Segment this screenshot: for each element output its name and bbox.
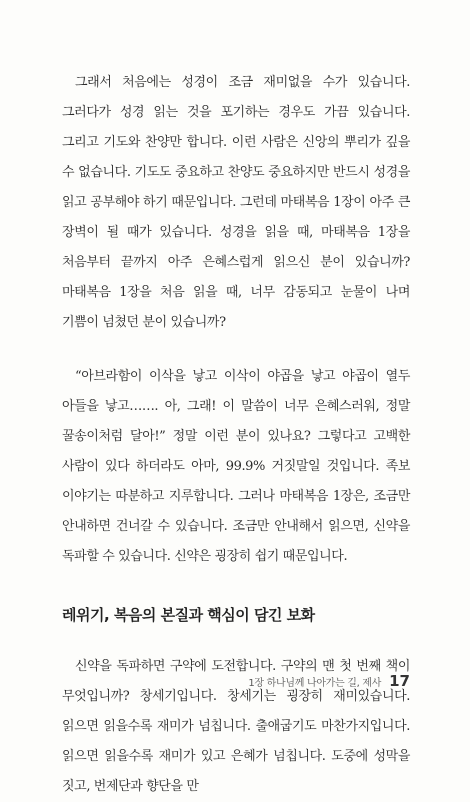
page-footer (248, 672, 410, 690)
section-paragraph: 신약을 독파하면 구약에 도전합니다. 구약의 맨 첫 번째 책이 무엇입니까? 창세기입니다. 창세기는 굉장히 재미있습니다. 읽으면 읽을수록 재미가 넘칩니다. 출애굽기도 마찬가지입니다. 읽으면 읽을수록 재미가 있고 은혜가 넘칩니다. 도중에 성막을 짓고, 번제단과 향단을 만 (62, 659, 410, 794)
section-heading: 레위기, 복음의 본질과 핵심이 담긴 보화 (62, 606, 315, 624)
page-number: 17 (389, 672, 410, 690)
body-paragraph-2: “아브라함이 이삭을 낳고 이삭이 야곱을 낳고 야곱이 열두 아들을 낳고……. 아, 그래! 이 말씀이 너무 은혜스러워, 정말 꿀송이처럼 달아!” 정말 이런 분이 있나요? 그렇다고 고백한 사람이 있다 하더라도 아마, 99.9% 거짓말일 것입니다. 족보 이야기는 따분하고 지루합니다. 그러나 마태복음 1장은, 조금만 안내하면 건너갈 수 있습니다. 조금만 안내해서 읽으면, 신약을 독파할 수 있습니다. 신약은 굉장히 쉽기 때문입니다. (62, 369, 410, 564)
running-head: 1장 하나님께 나아가는 길, 제사 (248, 678, 382, 689)
body-paragraph-1: 그래서 처음에는 성경이 조금 재미없을 수가 있습니다. 그러다가 성경 읽는 것을 포기하는 경우도 가끔 있습니다. 그리고 기도와 찬양만 합니다. 이런 사람은 신앙의 뿌리가 깊을 수 없습니다. 기도도 중요하고 찬양도 중요하지만 반드시 성경을 읽고 공부해야 하기 때문입니다. 그런데 마태복음 1장이 아주 큰 장벽이 될 때가 있습니다. 성경을 읽을 때, 마태복음 1장을 처음부터 끝까지 아주 은혜스럽게 읽으신 분이 있습니까? 마태복음 1장을 처음 읽을 때, 너무 감동되고 눈물이 나며 기쁨이 넘쳤던 분이 있습니까? (62, 75, 410, 330)
page-body (62, 68, 410, 802)
